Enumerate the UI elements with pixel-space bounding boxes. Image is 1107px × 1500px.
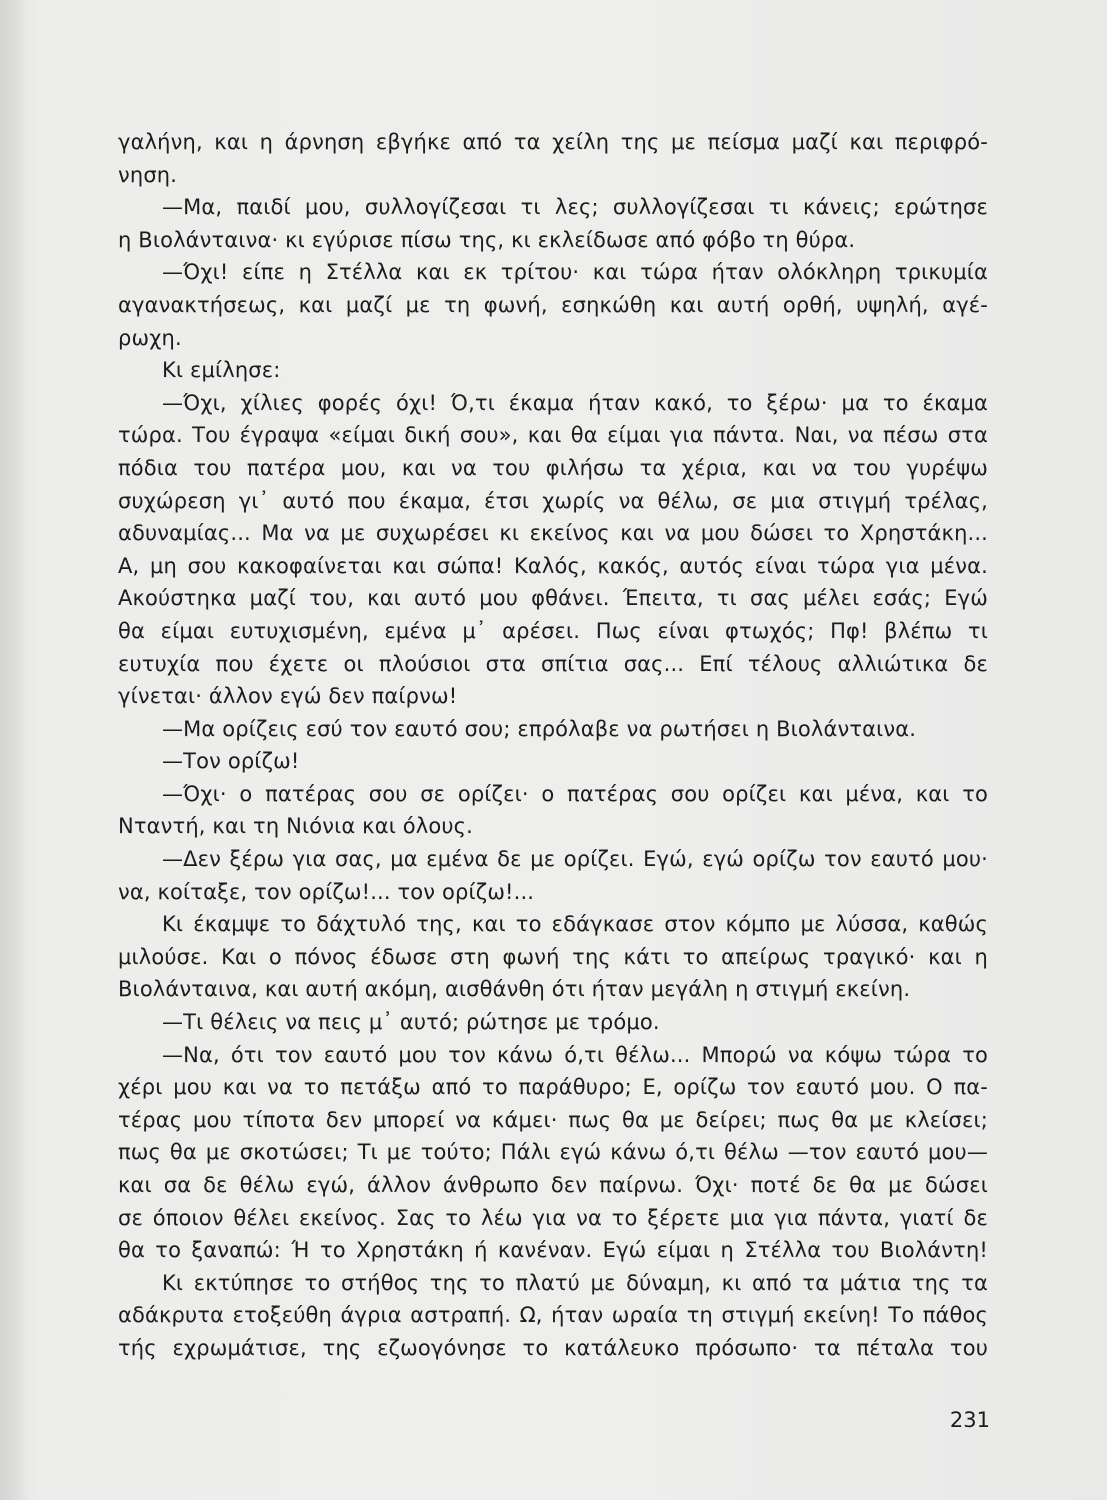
text-line: γίνεται· άλλον εγώ δεν παίρνω! [118, 684, 458, 709]
text-line: η Βιολάνταινα· κι εγύρισε πίσω της, κι εκλείδωσε από φόβο τη θύρα. [118, 227, 856, 252]
text-line: πόδια του πατέρα μου, και να του φιλήσω τα χέρια, και να του γυρέψω [118, 455, 988, 480]
text-line: —Τον ορίζω! [162, 749, 300, 774]
text-line: γαλήνη, και η άρνηση εβγήκε από τα χείλη της με πείσμα μαζί και περιφρό- [118, 130, 988, 154]
text-line: και σα δε θέλω εγώ, άλλον άνθρωπο δεν παίρνω. Όχι· ποτέ δε θα με δώσει [118, 1173, 988, 1197]
text-line: να, κοίταξε, τον ορίζω!... τον ορίζω!... [118, 879, 535, 904]
text-line: ευτυχία που έχετε οι πλούσιοι στα σπίτια σας... Επί τέλους αλλιώτικα δε [118, 651, 988, 676]
text-line: θα το ξαναπώ: Ή το Χρηστάκη ή κανέναν. Εγώ είμαι η Στέλλα του Βιολάντη! [118, 1238, 988, 1263]
text-line: μιλούσε. Και ο πόνος έδωσε στη φωνή της κάτι το απείρως τραγικό· και η [118, 944, 988, 969]
text-line: —Όχι· ο πατέρας σου σε ορίζει· ο πατέρας σου ορίζει και μένα, και το [162, 781, 988, 806]
text-line: ρωχη. [118, 325, 182, 350]
text-line: τής εχρωμάτισε, της εζωογόνησε το κατάλευκο πρόσωπο· τα πέταλα του [118, 1335, 988, 1360]
text-line: αδυναμίας... Μα να με συχωρέσει κι εκείνος και να μου δώσει το Χρηστάκη... [118, 521, 988, 546]
text-line: Βιολάνταινα, και αυτή ακόμη, αισθάνθη ότι ήταν μεγάλη η στιγμή εκείνη. [118, 977, 911, 1002]
text-line: πως θα με σκοτώσει; Τι με τούτο; Πάλι εγώ κάνω ό,τι θέλω —τον εαυτό μου— [118, 1140, 988, 1165]
page-body-text [118, 126, 988, 1365]
text-line: Κι έκαμψε το δάχτυλό της, και το εδάγκασε στον κόμπο με λύσσα, καθώς [162, 912, 988, 937]
text-line: αγανακτήσεως, και μαζί με τη φωνή, εσηκώθη και αυτή ορθή, υψηλή, αγέ- [118, 292, 988, 317]
text-line: νηση. [118, 162, 178, 187]
text-line: Νταντή, και τη Νιόνια και όλους. [118, 814, 473, 839]
text-line: Α, μη σου κακοφαίνεται και σώπα! Καλός, κακός, αυτός είναι τώρα για μένα. [118, 553, 988, 578]
text-line: Κι εμίλησε: [162, 358, 281, 383]
gutter-shadow [0, 0, 28, 1500]
text-line: —Μα ορίζεις εσύ τον εαυτό σου; επρόλαβε να ρωτήσει η Βιολάνταινα. [162, 716, 917, 741]
page-number: 231 [949, 1408, 990, 1432]
text-line: αδάκρυτα ετοξεύθη άγρια αστραπή. Ω, ήταν ωραία τη στιγμή εκείνη! Το πάθος [118, 1303, 988, 1328]
text-line: συχώρεση γι᾽ αυτό που έκαμα, έτσι χωρίς να θέλω, σε μια στιγμή τρέλας, [118, 488, 988, 513]
text-line: —Μα, παιδί μου, συλλογίζεσαι τι λες; συλλογίζεσαι τι κάνεις; ερώτησε [162, 195, 988, 220]
text-line: Ακούστηκα μαζί του, και αυτό μου φθάνει. Έπειτα, τι σας μέλει εσάς; Εγώ [118, 586, 988, 611]
text-line: θα είμαι ευτυχισμένη, εμένα μ᾽ αρέσει. Πως είναι φτωχός; Πφ! βλέπω τι [118, 618, 988, 643]
text-line: —Να, ότι τον εαυτό μου τον κάνω ό,τι θέλω... Μπορώ να κόψω τώρα το [162, 1042, 988, 1067]
text-line: χέρι μου και να το πετάξω από το παράθυρο; Ε, ορίζω τον εαυτό μου. Ο πα- [118, 1075, 988, 1100]
text-line: —Όχι! είπε η Στέλλα και εκ τρίτου· και τώρα ήταν ολόκληρη τρικυμία [162, 260, 988, 285]
text-line: σε όποιον θέλει εκείνος. Σας το λέω για να το ξέρετε μια για πάντα, γιατί δε [118, 1205, 988, 1230]
text-line: —Δεν ξέρω για σας, μα εμένα δε με ορίζει. Εγώ, εγώ ορίζω τον εαυτό μου· [162, 847, 988, 872]
text-line: —Όχι, χίλιες φορές όχι! Ό,τι έκαμα ήταν κακό, το ξέρω· μα το έκαμα [162, 390, 988, 415]
text-line: τώρα. Του έγραψα «είμαι δική σου», και θα είμαι για πάντα. Ναι, να πέσω στα [118, 423, 988, 448]
text-line: —Τι θέλεις να πεις μ᾽ αυτό; ρώτησε με τρόμο. [162, 1010, 660, 1035]
text-line: τέρας μου τίποτα δεν μπορεί να κάμει· πως θα με δείρει; πως θα με κλείσει; [118, 1107, 988, 1132]
text-line: Κι εκτύπησε το στήθος της το πλατύ με δύναμη, κι από τα μάτια της τα [162, 1270, 988, 1295]
